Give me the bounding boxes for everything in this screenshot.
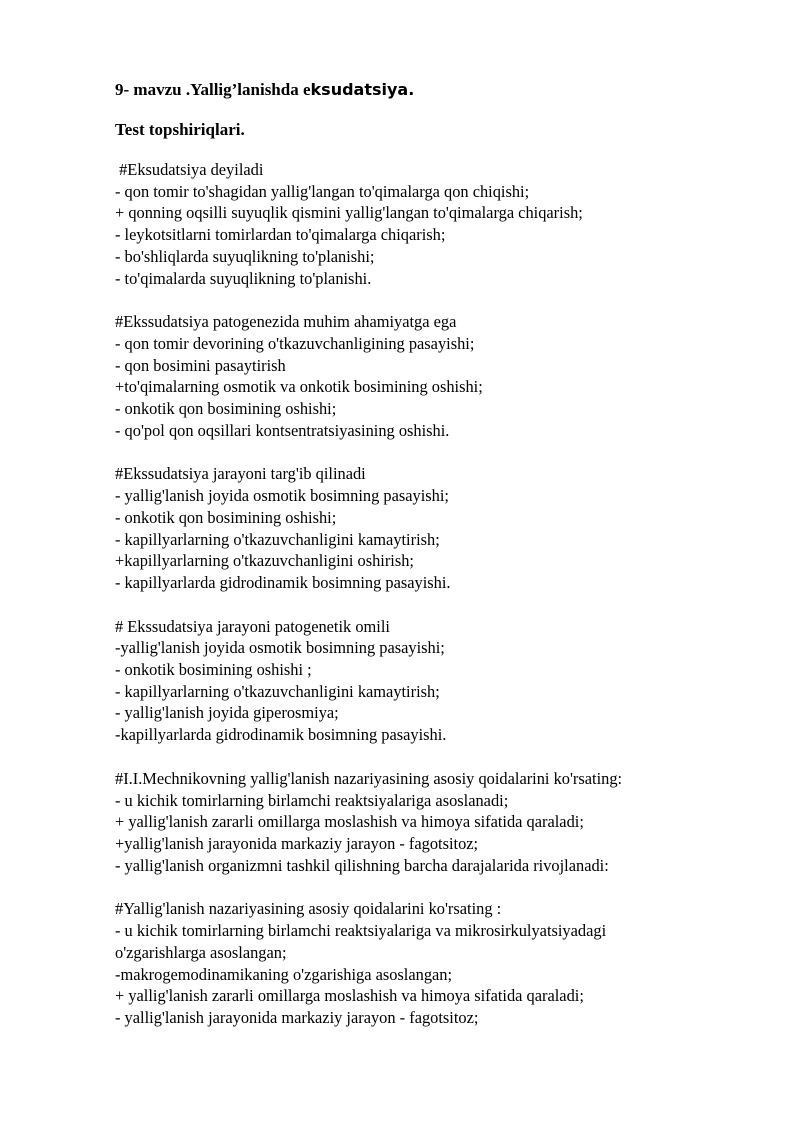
answer-option: -yallig'lanish joyida osmotik bosimning pasayishi; — [115, 638, 445, 658]
answer-option: - kapillyarlarning o'tkazuvchanligini kamaytirish; — [115, 529, 440, 549]
answer-option: - qon tomir devorining o'tkazuvchanligining pasayishi; — [115, 333, 475, 353]
answer-option: - qo'pol qon oqsillari kontsentratsiyasining oshishi. — [115, 420, 450, 440]
answer-option: + qonning oqsilli suyuqlik qismini yallig'langan to'qimalarga chiqarish; — [115, 203, 583, 223]
answer-option: - yallig'lanish joyida osmotik bosimning pasayishi; — [115, 486, 449, 506]
question-text: #Yallig'lanish nazariyasining asosiy qoidalarini ko'rsating : — [115, 899, 502, 919]
question-block — [115, 898, 755, 1028]
document-title-main: 9- mavzu .Yallig’lanishda e — [115, 80, 311, 99]
question-text: #I.I.Mechnikovning yallig'lanish nazariyasining asosiy qoidalarini ko'rsating: — [115, 768, 623, 788]
answer-option: +yallig'lanish jarayonida markaziy jarayon - fagotsitoz; — [115, 833, 479, 853]
answer-option: - u kichik tomirlarning birlamchi reaktsiyalariga va mikrosirkulyatsiyadagi — [115, 921, 607, 941]
answer-option: -kapillyarlarda gidrodinamik bosimning pasayishi. — [115, 725, 447, 745]
answer-option: - onkotik qon bosimining oshishi; — [115, 399, 337, 419]
answer-option: - yallig'lanish joyida giperosmiya; — [115, 703, 339, 723]
question-block — [115, 768, 755, 877]
document-page — [115, 79, 755, 1029]
question-block — [115, 159, 755, 289]
answer-option: - kapillyarlarda gidrodinamik bosimning pasayishi. — [115, 572, 451, 592]
section-subtitle: Test topshiriqlari. — [115, 120, 245, 139]
question-block — [115, 616, 755, 746]
question-block — [115, 311, 755, 441]
answer-option: - qon tomir to'shagidan yallig'langan to'qimalarga qon chiqishi; — [115, 181, 530, 201]
answer-option: + yallig'lanish zararli omillarga moslashish va himoya sifatida qaraladi; — [115, 986, 584, 1006]
question-text: # Ekssudatsiya jarayoni patogenetik omili — [115, 616, 390, 636]
answer-option: - yallig'lanish organizmni tashkil qilishning barcha darajalarida rivojlanadi: — [115, 855, 609, 875]
document-title — [115, 79, 755, 101]
answer-option: - onkotik qon bosimining oshishi; — [115, 507, 337, 527]
answer-option: - leykotsitlarni tomirlardan to'qimalarga chiqarish; — [115, 225, 446, 245]
questions-list — [115, 159, 755, 1029]
question-text: #Ekssudatsiya jarayoni targ'ib qilinadi — [115, 464, 366, 484]
answer-option: + yallig'lanish zararli omillarga moslashish va himoya sifatida qaraladi; — [115, 812, 584, 832]
answer-option: - kapillyarlarning o'tkazuvchanligini kamaytirish; — [115, 681, 440, 701]
answer-option: - qon bosimini pasaytirish — [115, 355, 286, 375]
answer-option-continuation: o'zgarishlarga asoslangan; — [115, 942, 287, 962]
answer-option: -makrogemodinamikaning o'zgarishiga asoslangan; — [115, 964, 453, 984]
answer-option: - u kichik tomirlarning birlamchi reaktsiyalariga asoslanadi; — [115, 790, 509, 810]
answer-option: - bo'shliqlarda suyuqlikning to'planishi; — [115, 246, 375, 266]
question-text: #Eksudatsiya deyiladi — [115, 160, 264, 179]
answer-option: - onkotik bosimining oshishi ; — [115, 660, 312, 680]
answer-option: +kapillyarlarning o'tkazuvchanligini oshirish; — [115, 551, 414, 571]
answer-option: - to'qimalarda suyuqlikning to'planishi. — [115, 268, 372, 288]
question-block — [115, 463, 755, 593]
answer-option: - yallig'lanish jarayonida markaziy jarayon - fagotsitoz; — [115, 1007, 479, 1027]
document-title-suffix: ksudatsiya. — [310, 80, 415, 99]
answer-option: +to'qimalarning osmotik va onkotik bosimining oshishi; — [115, 377, 483, 397]
question-text: #Ekssudatsiya patogenezida muhim ahamiyatga ega — [115, 312, 457, 332]
